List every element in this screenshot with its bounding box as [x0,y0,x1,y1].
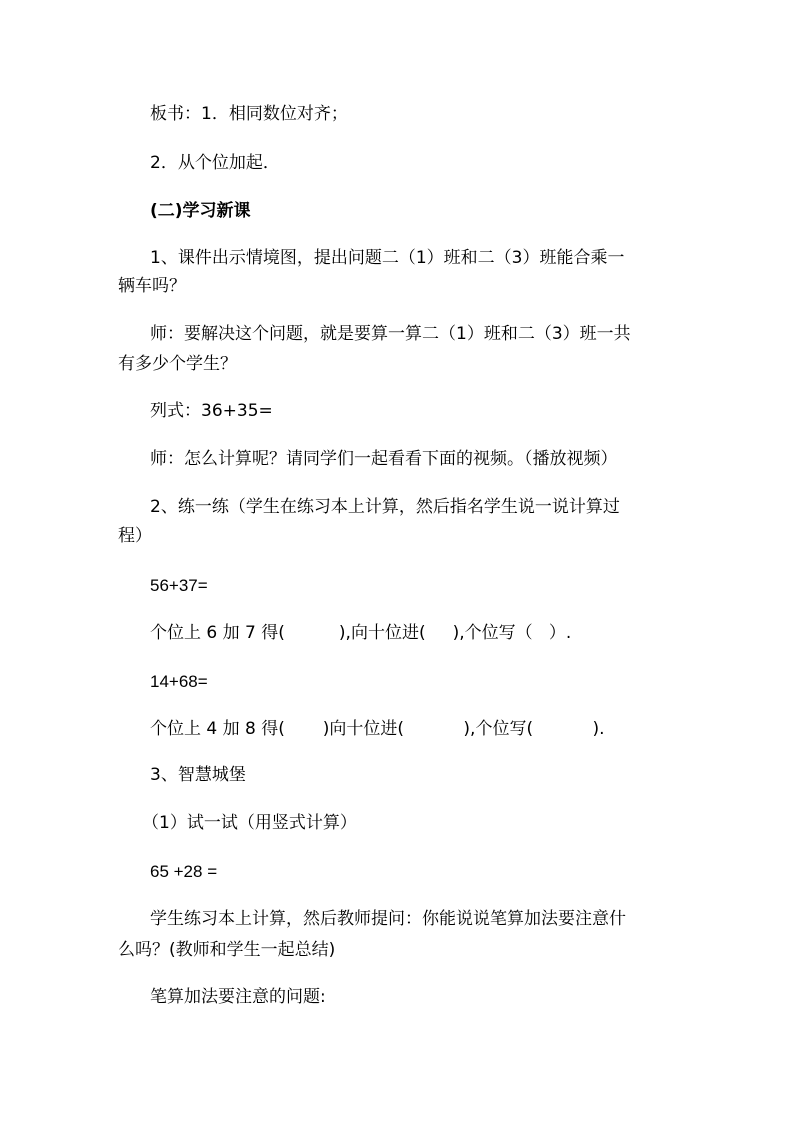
practice-line-2: 程） [118,526,152,546]
board-note-line-1: 板书：1．相同数位对齐； [150,104,348,124]
paragraph-1-line-1: 1、课件出示情境图，提出问题二（1）班和二（3）班能合乘一 [150,248,625,268]
exercise-1-fill-blank: 个位上 6 加 7 得( ),向十位进( ),个位写（ ）. [150,623,572,643]
exercise-2-formula: 14+68= [150,672,208,691]
student-practice-line-2: 么吗？(教师和学生一起总结) [118,940,336,960]
vertical-calc-formula: 65 +28 = [150,862,218,881]
paragraph-1-line-2: 辆车吗？ [118,276,186,296]
exercise-1-formula: 56+37= [150,576,208,595]
teacher-line-1: 师：要解决这个问题，就是要算一算二（1）班和二（3）班一共 [150,324,631,344]
student-practice-line-1: 学生练习本上计算，然后教师提问：你能说说笔算加法要注意什 [150,909,626,929]
wisdom-castle-heading: 3、智慧城堡 [150,765,246,785]
addition-notes-heading: 笔算加法要注意的问题: [150,987,326,1007]
section-heading: (二)学习新课 [150,201,251,221]
teacher-question-line: 师：怎么计算呢？请同学们一起看看下面的视频。（播放视频） [150,449,618,469]
board-note-line-2: 2．从个位加起． [150,153,280,173]
exercise-2-fill-blank: 个位上 4 加 8 得( )向十位进( ),个位写( ). [150,719,605,739]
formula-line: 列式：36+35= [150,401,273,421]
try-it-heading: （1）试一试（用竖式计算） [142,813,357,833]
teacher-line-2: 有多少个学生？ [118,354,237,374]
practice-line-1: 2、练一练（学生在练习本上计算，然后指名学生说一说计算过 [150,497,620,517]
